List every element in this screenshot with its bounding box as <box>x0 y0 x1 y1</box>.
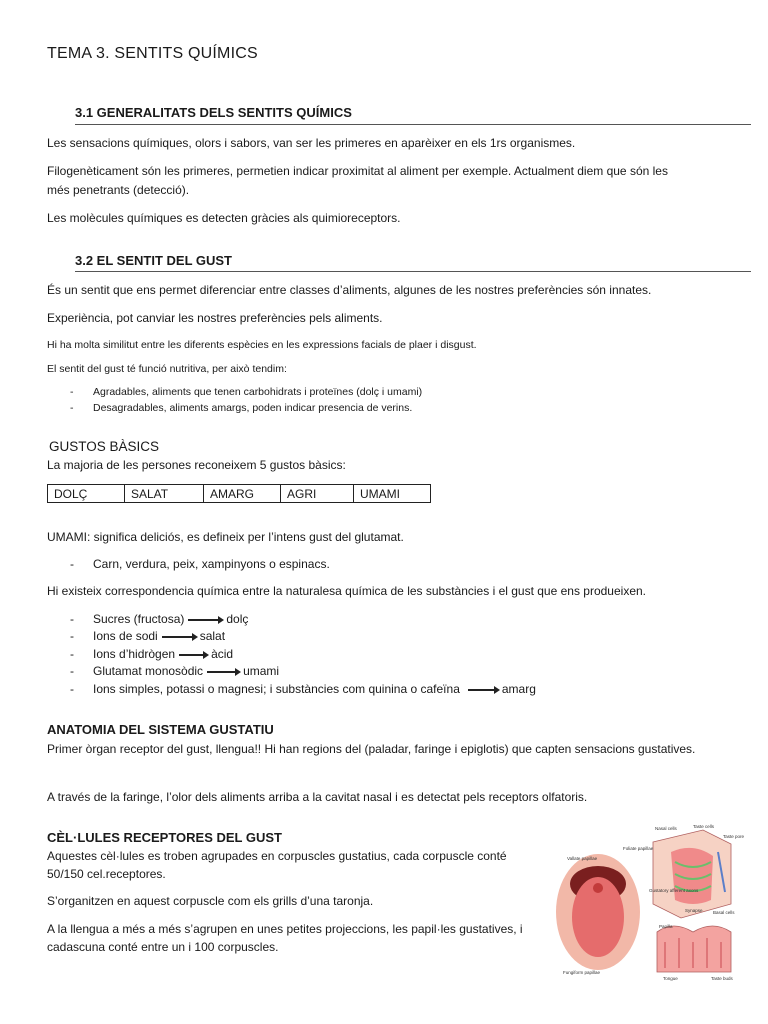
section-heading-3-1: 3.1 GENERALITATS DELS SENTITS QUÍMICS <box>75 105 352 120</box>
arrow-right-icon <box>188 619 222 621</box>
paragraph: més penetrants (detecció). <box>47 183 190 197</box>
tongue-section <box>657 926 731 972</box>
paragraph: S’organitzen en aquest corpuscle com els grills d’una taronja. <box>47 894 374 908</box>
paragraph: La majoria de les persones reconeixem 5 gustos bàsics: <box>47 458 346 472</box>
fig-label: Synapse <box>685 908 703 913</box>
paragraph: Hi existeix correspondencia química entre la naturalesa química de les substàncies i el gust que ens produeixen. <box>47 584 647 598</box>
paragraph: UMAMI: significa deliciós, es defineix per l’intens gust del glutamat. <box>47 530 404 544</box>
gustos-heading: GUSTOS BÀSICS <box>49 439 160 454</box>
fig-label: Papilla <box>659 924 673 929</box>
table-cell: AMARG <box>204 485 281 503</box>
gustos-table <box>47 484 431 503</box>
paragraph: Les molècules químiques es detecten gràcies als quimioreceptors. <box>47 211 401 225</box>
paragraph: cadascuna conté entre un i 100 corpuscles. <box>47 940 279 954</box>
paragraph: Les sensacions químiques, olors i sabors, van ser les primeres en aparèixer en els 1rs organismes. <box>47 136 576 150</box>
divider <box>75 271 751 272</box>
table-cell: AGRI <box>281 485 354 503</box>
fig-label: Basal cells <box>713 910 735 915</box>
paragraph: A través de la faringe, l’olor dels aliments arriba a la cavitat nasal i es detectat pels receptors olfatoris. <box>47 790 588 804</box>
list-item: - Ions simples, potassi o magnesi; i substàncies com quinina o cafeïna amarg <box>70 682 536 696</box>
fig-label: Vallate papillae <box>567 856 598 861</box>
list-item: - Sucres (fructosa) dolç <box>70 612 249 626</box>
table-cell: UMAMI <box>354 485 431 503</box>
table-row <box>48 485 431 503</box>
table-cell: SALAT <box>125 485 204 503</box>
page-title: TEMA 3. SENTITS QUÍMICS <box>47 45 258 62</box>
fig-label: Fungiform papillae <box>563 970 601 975</box>
paragraph: 50/150 cel.receptores. <box>47 867 166 881</box>
list-item: - Glutamat monosòdic umami <box>70 664 280 678</box>
list-item: - Desagradables, aliments amargs, poden indicar presencia de verins. <box>70 402 413 414</box>
fig-label: Tongue <box>663 976 678 981</box>
taste-bud-figure <box>553 822 753 984</box>
fig-label: Taste buds <box>711 976 733 981</box>
list-item: - Ions d’hidrògen àcid <box>70 647 234 661</box>
list-item: - Carn, verdura, peix, xampinyons o espinacs. <box>70 557 330 571</box>
paragraph: Primer òrgan receptor del gust, llengua!! Hi han regions del (paladar, faringe i epiglotis) que capten sensacions gustatives. <box>47 742 696 756</box>
divider <box>75 124 751 125</box>
uvula-shape <box>593 883 603 893</box>
arrow-right-icon <box>207 671 239 673</box>
fig-label: Taste cells <box>693 824 715 829</box>
table-cell: DOLÇ <box>48 485 125 503</box>
fig-label: Nasal cells <box>655 826 677 831</box>
list-item: - Ions de sodi salat <box>70 629 226 643</box>
list-item: - Agradables, aliments que tenen carbohidrats i proteïnes (dolç i umami) <box>70 386 423 398</box>
fig-label: Foliate papillae <box>623 846 654 851</box>
paragraph: A la llengua a més a més s’agrupen en unes petites projeccions, les papil·les gustatives, i <box>47 922 523 936</box>
paragraph: Experiència, pot canviar les nostres preferències pels aliments. <box>47 311 383 325</box>
paragraph: El sentit del gust té funció nutritiva, per això tendim: <box>47 363 287 375</box>
paragraph: Filogenèticament són les primeres, permetien indicar proximitat al aliment per exemple. Actualment diem que són les <box>47 164 668 178</box>
paragraph: Aquestes cèl·lules es troben agrupades en corpuscles gustatius, cada corpuscle conté <box>47 849 507 863</box>
arrow-right-icon <box>468 689 498 691</box>
arrow-right-icon <box>162 636 196 638</box>
fig-label: Taste pore <box>723 834 745 839</box>
section-heading-3-2: 3.2 EL SENTIT DEL GUST <box>75 253 232 268</box>
arrow-right-icon <box>179 654 207 656</box>
fig-label: Gustatory afferent axons <box>649 888 699 893</box>
paragraph: Hi ha molta similitut entre les diferents espècies en les expressions facials de plaer i disgust. <box>47 339 477 351</box>
anatomia-heading: ANATOMIA DEL SISTEMA GUSTATIU <box>47 722 274 737</box>
paragraph: És un sentit que ens permet diferenciar entre classes d’aliments, algunes de les nostres preferències són innates. <box>47 283 652 297</box>
cellules-heading: CÈL·LULES RECEPTORES DEL GUST <box>47 830 282 845</box>
